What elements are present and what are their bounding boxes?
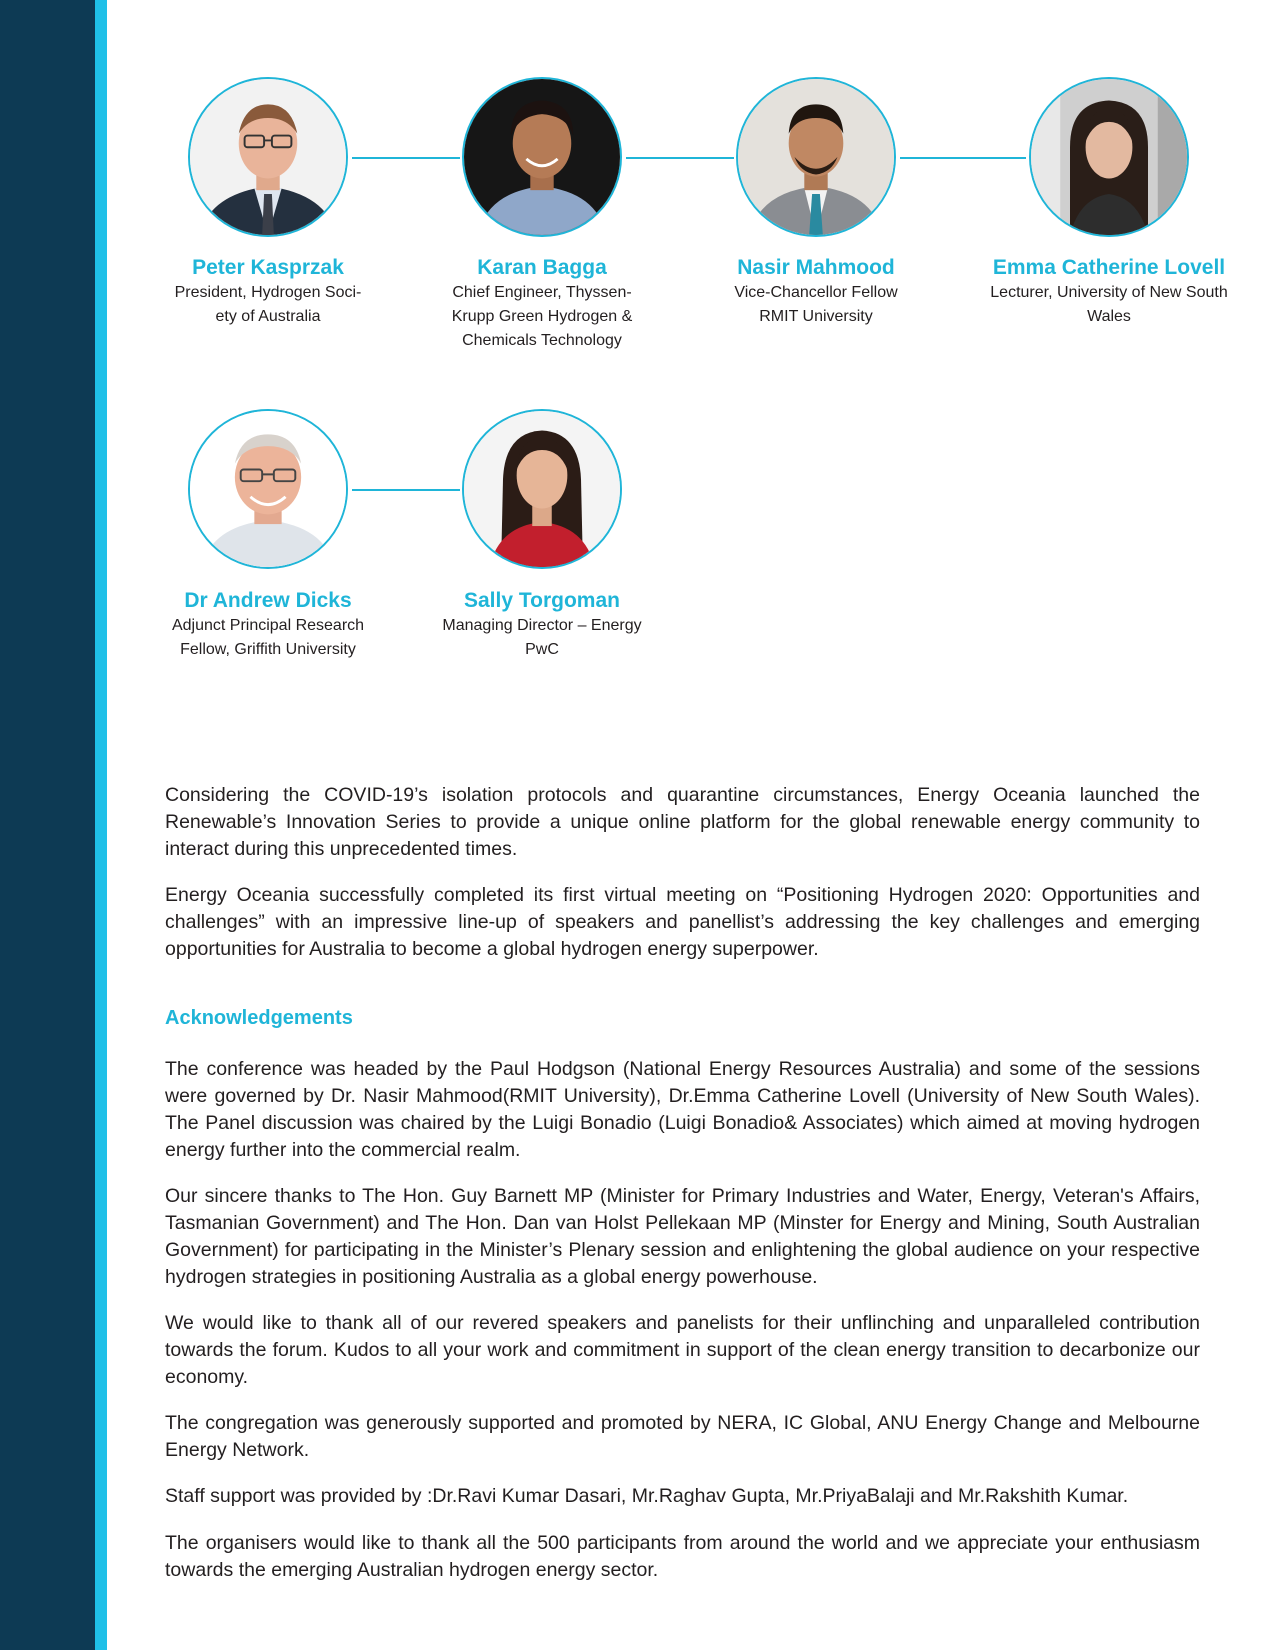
ack-paragraph: The congregation was generously supported and promoted by NERA, IC Global, ANU Energy Change and Melbourne Energy Network.	[165, 1412, 1200, 1461]
ack-paragraph: The organisers would like to thank all the 500 participants from around the world and we appreciate your enthusiasm towards the emerging Australian hydrogen energy sector.	[165, 1532, 1200, 1581]
speaker-role: Adjunct Principal Research Fellow, Griffith University	[171, 617, 365, 658]
speaker-photo-sally-torgoman	[462, 409, 622, 569]
speaker-photo-emma-catherine-lovell	[1029, 77, 1189, 237]
speaker-name: Nasir Mahmood	[737, 256, 895, 279]
speaker-photo-nasir-mahmood	[736, 77, 896, 237]
person-icon	[738, 79, 894, 235]
speaker-role: Lecturer, University of New South Wales	[990, 284, 1228, 325]
speaker-photo-peter-kasprzak	[188, 77, 348, 237]
speaker-role: Managing Director – Energy PwC	[442, 617, 642, 658]
intro-paragraph: Energy Oceania successfully completed its first virtual meeting on “Positioning Hydrogen 2020: Opportunities and challenges” with an impressive line-up of speakers and panellist’s addressing the key challenges and emerging opportunities for Australia to become a global hydrogen energy superpower.	[165, 884, 1200, 960]
connector-line	[352, 157, 460, 159]
speaker-name: Emma Catherine Lovell	[992, 256, 1226, 279]
speaker-name: Karan Bagga	[477, 256, 607, 279]
person-icon	[190, 411, 346, 567]
person-icon	[464, 79, 620, 235]
speaker-name: Peter Kasprzak	[192, 256, 344, 279]
speaker-role: Vice-Chancellor Fellow RMIT University	[734, 284, 898, 325]
ack-paragraph: Staff support was provided by :Dr.Ravi Kumar Dasari, Mr.Raghav Gupta, Mr.PriyaBalaji and Mr.Rakshith Kumar.	[165, 1485, 1129, 1507]
person-icon	[1031, 79, 1187, 235]
speaker-photo-andrew-dicks	[188, 409, 348, 569]
sidebar-light-stripe	[95, 0, 107, 1650]
speaker-role: Chief Engineer, Thyssen- Krupp Green Hydrogen & Chemicals Technology	[451, 284, 633, 349]
sidebar-dark-stripe	[0, 0, 95, 1650]
connector-line	[626, 157, 734, 159]
connector-line	[352, 489, 460, 491]
ack-paragraph: We would like to thank all of our revered speakers and panelists for their unflinching and unparalleled contribution towards the forum. Kudos to all your work and commitment in support of the clean energy transition to decarbonize our economy.	[165, 1312, 1200, 1388]
speaker-name: Sally Torgoman	[464, 589, 620, 612]
speaker-photo-karan-bagga	[462, 77, 622, 237]
person-icon	[464, 411, 620, 567]
connector-line	[900, 157, 1026, 159]
intro-paragraph: Considering the COVID-19’s isolation protocols and quarantine circumstances, Energy Oceania launched the Renewable’s Innovation Series to provide a unique online platform for the global renewable energy community to interact during this unprecedented times.	[165, 784, 1200, 860]
ack-paragraph: The conference was headed by the Paul Hodgson (National Energy Resources Australia) and some of the sessions were governed by Dr. Nasir Mahmood(RMIT University), Dr.Emma Catherine Lovell (University of New South Wales). The Panel discussion was chaired by the Luigi Bonadio (Luigi Bonadio& Associates) which aimed at moving hydrogen energy further into the commercial realm.	[165, 1058, 1200, 1161]
ack-paragraph: Our sincere thanks to The Hon. Guy Barnett MP (Minister for Primary Industries and Water, Energy, Veteran's Affairs, Tasmanian Government) and The Hon. Dan van Holst Pellekaan MP (Minster for Energy and Mining, South Australian Government) for participating in the Minister’s Plenary session and enlightening the global audience on your respective hydrogen strategies in positioning Australia as a global energy powerhouse.	[165, 1185, 1200, 1288]
speaker-role: President, Hydrogen Soci- ety of Australia	[174, 284, 362, 325]
section-heading: Acknowledgements	[165, 1007, 353, 1029]
speaker-name: Dr Andrew Dicks	[184, 589, 352, 612]
person-icon	[190, 79, 346, 235]
